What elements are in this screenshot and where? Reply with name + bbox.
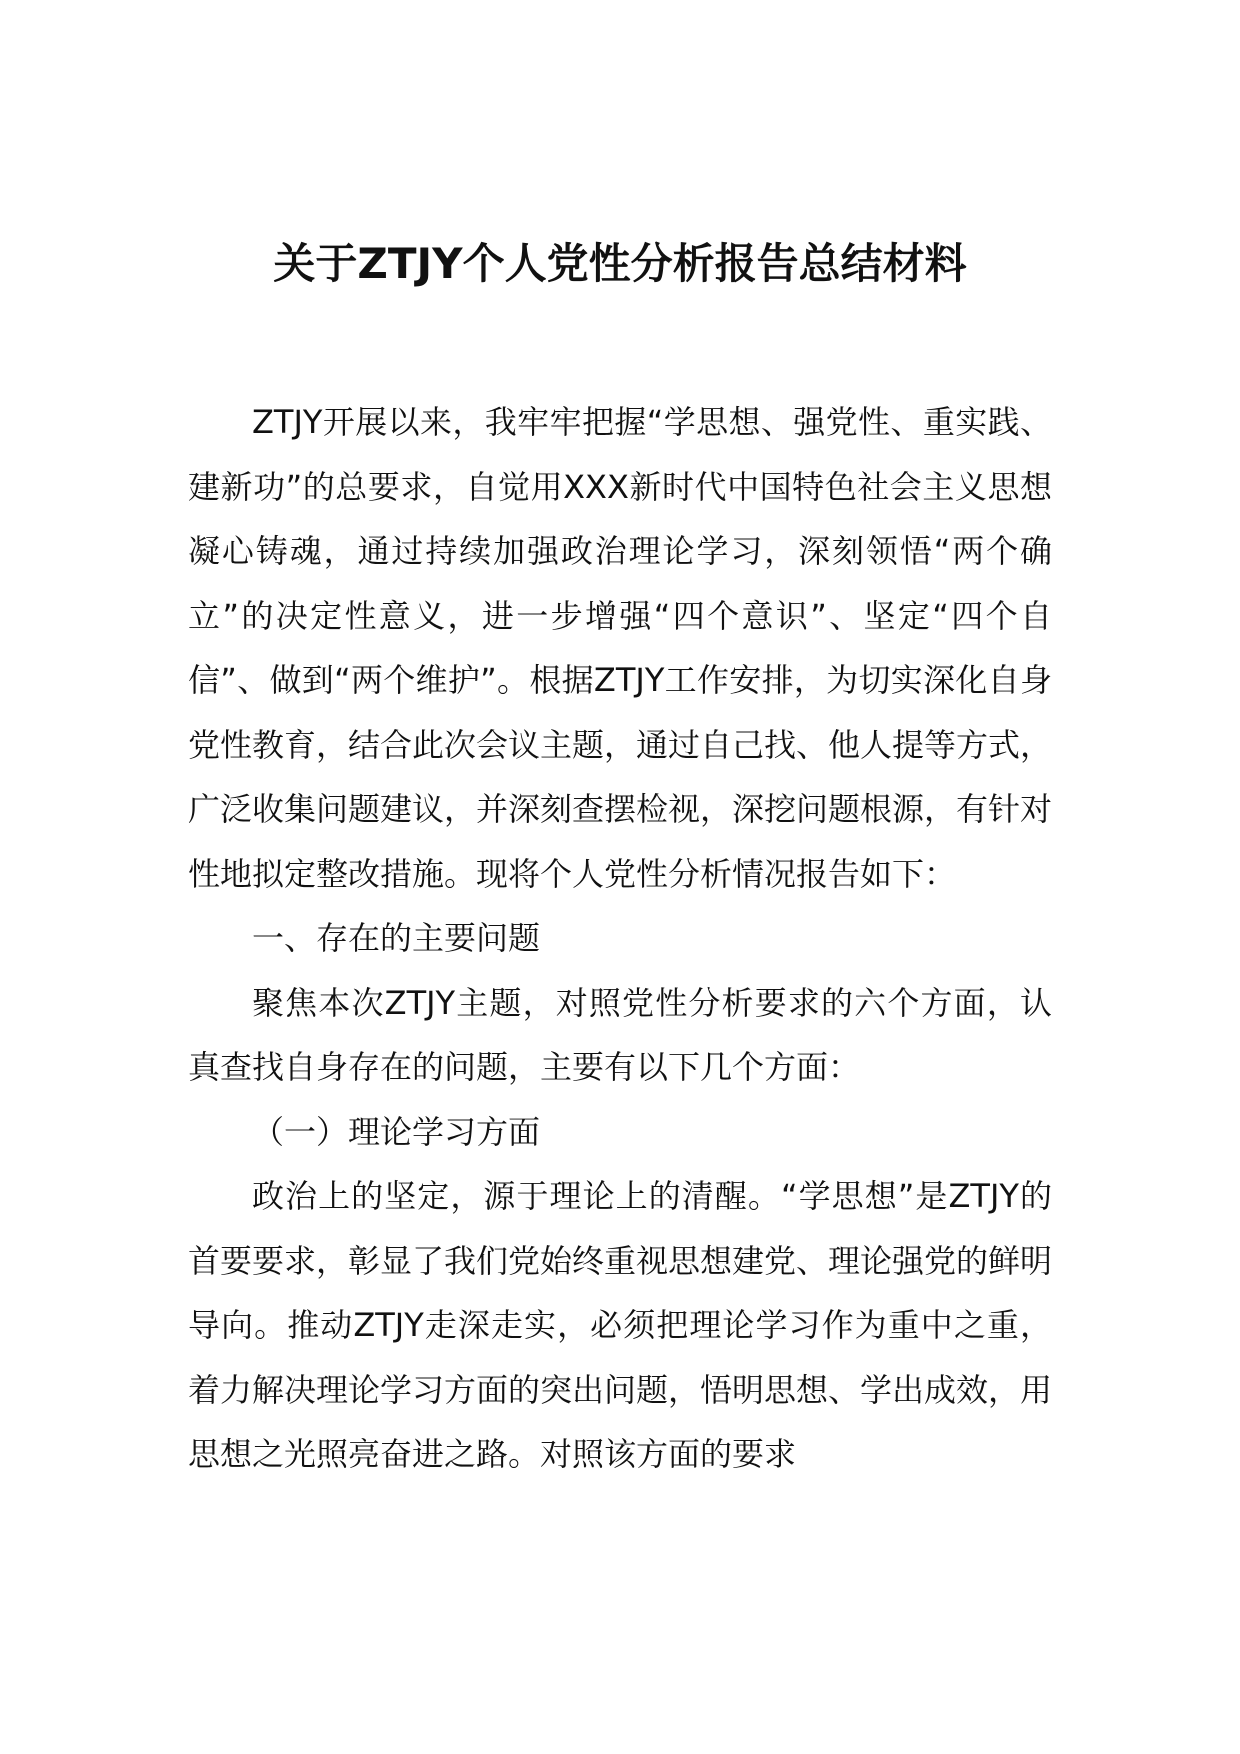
- document-title: 关于ZTJY个人党性分析报告总结材料: [273, 239, 967, 289]
- section-heading-main-problems: 一、存在的主要问题: [252, 919, 541, 957]
- document-body: [188, 390, 1052, 1487]
- subsection-heading-theory-study: （一）理论学习方面: [252, 1112, 541, 1151]
- paragraph-theory-study: 政治上的坚定，源于理论上的清醒。“学思想”是ZTJY的首要要求，彰显了我们党始终重视思想建党、理论强党的鲜明导向。推动ZTJY走深走实，必须把理论学习作为重中之重，着力解决理论学习方面的突出问题，悟明思想、学出成效，用思想之光照亮奋进之路。对照该方面的要求: [188, 1177, 1053, 1473]
- paragraph-focus: 聚焦本次ZTJY主题，对照党性分析要求的六个方面，认真查找自身存在的问题，主要有以下几个方面：: [188, 983, 1052, 1086]
- paragraph-intro: ZTJY开展以来，我牢牢把握“学思想、强党性、重实践、建新功”的总要求，自觉用XXX新时代中国特色社会主义思想凝心铸魂，通过持续加强政治理论学习，深刻领悟“两个确立”的决定性意义，进一步增强“四个意识”、坚定“四个自信”、做到“两个维护”。根据ZTJY工作安排，为切实深化自身党性教育，结合此次会议主题，通过自己找、他人提等方式，广泛收集问题建议，并深刻查摆检视，深挖问题根源，有针对性地拟定整改措施。现将个人党性分析情况报告如下：: [188, 403, 1053, 893]
